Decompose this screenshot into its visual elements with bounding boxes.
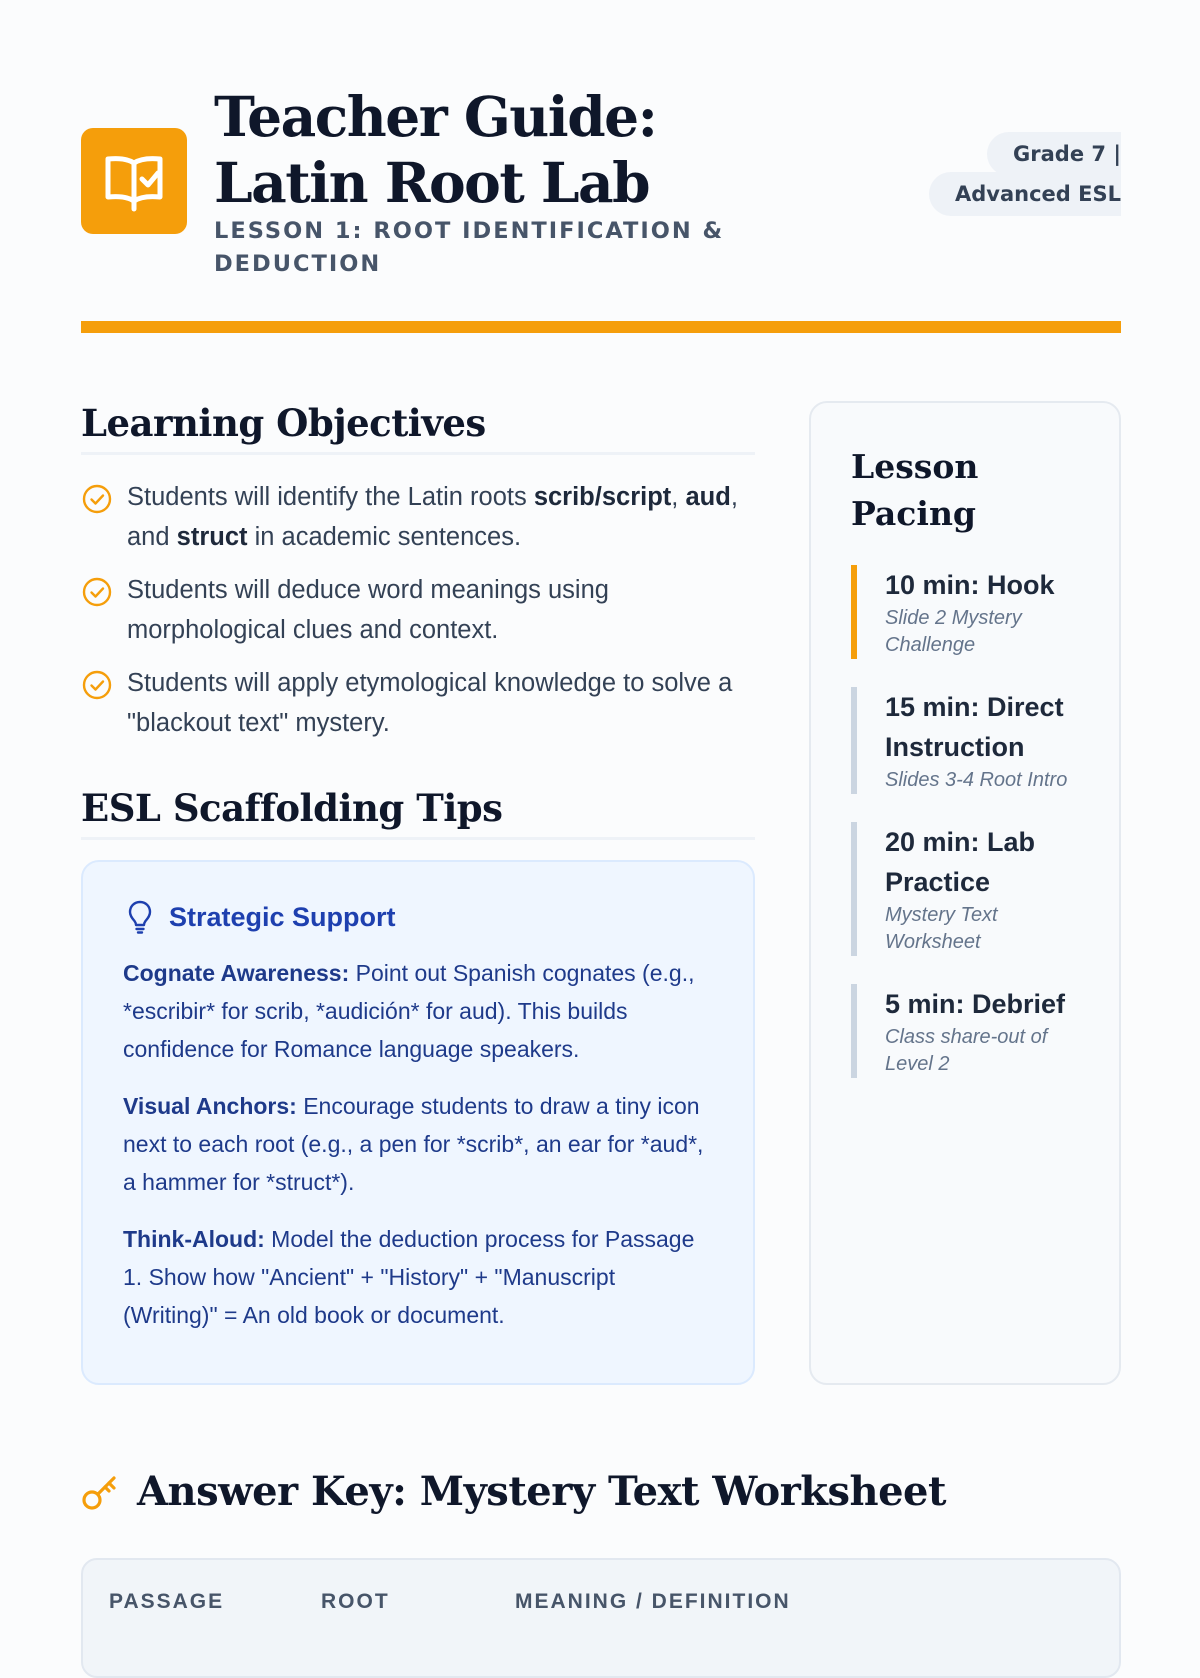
answer-key-table — [81, 1558, 1121, 1678]
esl-heading: ESL Scaffolding Tips — [81, 786, 503, 830]
objective-text-fragment: Students will apply etymological knowledge to solve a "blackout text" mystery. — [127, 669, 733, 737]
page-subtitle: LESSON 1: ROOT IDENTIFICATION & DEDUCTION — [214, 218, 725, 277]
page-title: Teacher Guide: Latin Root Lab — [214, 84, 657, 215]
objective-root-term: struct — [176, 523, 248, 551]
tip-label: Cognate Awareness: — [123, 960, 350, 986]
column-header-passage: PASSAGE — [109, 1590, 225, 1613]
pacing-heading: Lesson Pacing — [851, 447, 979, 533]
objective-text-fragment: , — [671, 483, 686, 511]
answer-key-title: Answer Key: Mystery Text Worksheet — [137, 1468, 946, 1515]
pacing-item — [851, 822, 1095, 956]
lightbulb-icon — [127, 900, 153, 934]
grade-badge — [871, 134, 1121, 214]
tip-text: Point out Spanish cognates (e.g., *escribir* for scrib, *audición* for aud). This builds confidence for Romance language speakers. — [123, 960, 695, 1062]
column-header-meaning: MEANING / DEFINITION — [515, 1590, 791, 1613]
pacing-item — [851, 687, 1095, 794]
pacing-list — [851, 565, 1095, 1078]
objective-text-fragment: Students will deduce word meanings using morphological clues and context. — [127, 576, 609, 644]
teacher-guide-page — [81, 0, 1121, 1613]
tips-card-header — [123, 900, 713, 934]
check-circle-icon — [81, 576, 113, 608]
tip-item — [123, 1220, 713, 1334]
objective-item — [81, 477, 755, 557]
header-divider — [81, 321, 1121, 333]
objective-root-term: scrib/script — [533, 483, 672, 511]
section-divider — [81, 837, 755, 840]
pacing-item-label: 15 min: Direct Instruction — [885, 692, 1064, 762]
objective-text — [127, 669, 732, 737]
pacing-item — [851, 565, 1095, 659]
tips-list — [123, 954, 713, 1334]
objective-item — [81, 570, 755, 650]
strategic-support-card — [81, 860, 755, 1385]
pacing-item-label: 5 min: Debrief — [885, 989, 1066, 1019]
section-divider — [81, 452, 755, 455]
check-circle-icon — [81, 483, 113, 515]
pacing-item — [851, 984, 1095, 1078]
pacing-item-label: 10 min: Hook — [885, 570, 1055, 600]
objectives-list — [81, 477, 755, 743]
column-header-root: ROOT — [321, 1590, 390, 1613]
tip-label: Visual Anchors: — [123, 1093, 297, 1119]
objective-text-fragment: , and — [127, 483, 738, 551]
pacing-item-note: Mystery Text Worksheet — [885, 904, 998, 953]
objectives-heading: Learning Objectives — [81, 401, 486, 445]
grade-badge-label: Grade 7 | Advanced ESL — [929, 132, 1121, 216]
objective-text-fragment: in academic sentences. — [247, 523, 522, 551]
objective-text — [127, 483, 738, 551]
tips-card-title: Strategic Support — [169, 901, 396, 932]
tip-text: Model the deduction process for Passage 1. Show how "Ancient" + "History" + "Manuscript (Writing)" = An old book or document. — [123, 1226, 695, 1328]
title-block — [214, 84, 814, 281]
pacing-item-note: Class share-out of Level 2 — [885, 1026, 1048, 1075]
tip-text: Encourage students to draw a tiny icon next to each root (e.g., a pen for *scrib*, an ear for *aud*, a hammer for *struct*). — [123, 1093, 704, 1195]
pacing-item-note: Slide 2 Mystery Challenge — [885, 607, 1022, 656]
answer-key-header — [81, 1465, 946, 1519]
pacing-item-label: 20 min: Lab Practice — [885, 827, 1036, 897]
tip-label: Think-Aloud: — [123, 1226, 265, 1252]
book-check-icon — [81, 128, 187, 234]
main-column — [81, 398, 755, 1385]
objective-text-fragment: Students will identify the Latin roots — [127, 483, 534, 511]
objective-item — [81, 663, 755, 743]
tip-item — [123, 1087, 713, 1201]
page-header — [81, 84, 1121, 284]
objective-root-term: aud — [685, 483, 731, 511]
objective-text — [127, 576, 609, 644]
check-circle-icon — [81, 669, 113, 701]
tip-item — [123, 954, 713, 1068]
key-icon — [81, 1473, 119, 1511]
pacing-item-note: Slides 3-4 Root Intro — [885, 769, 1068, 791]
lesson-pacing-panel — [809, 401, 1121, 1385]
